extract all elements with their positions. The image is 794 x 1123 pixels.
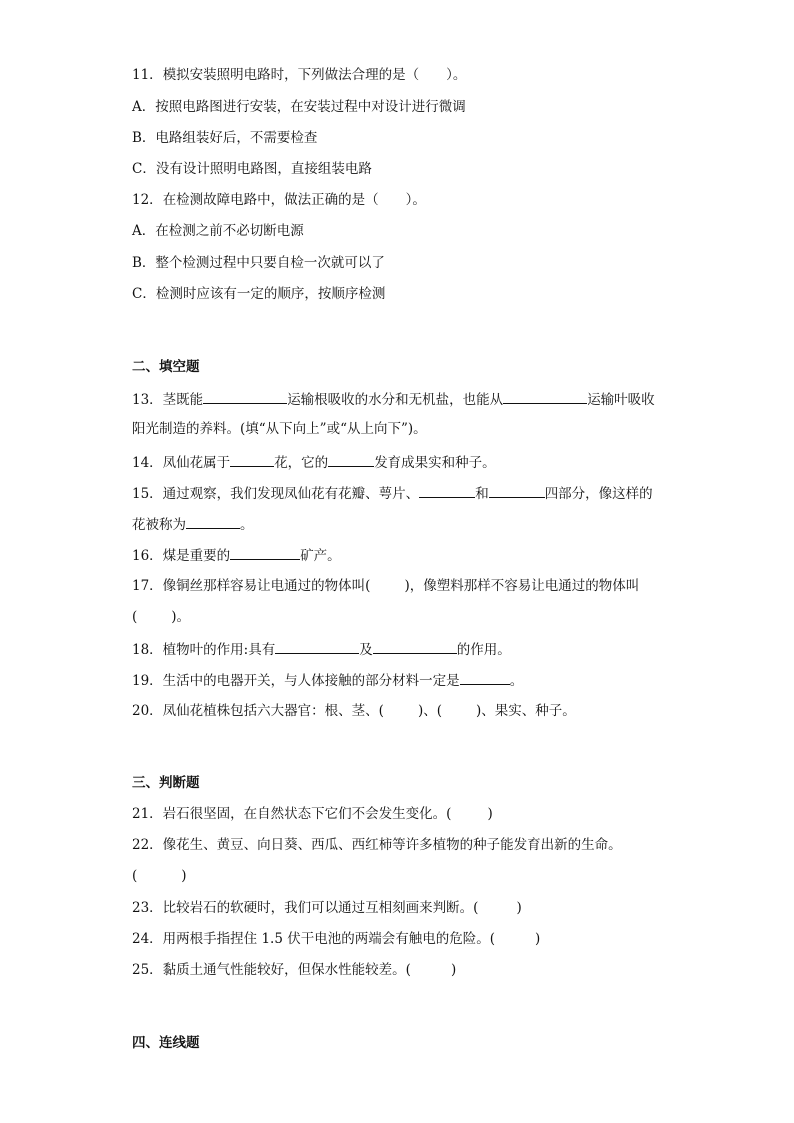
q13-text-b: 运输根吸收的水分和无机盐，也能从 bbox=[287, 392, 504, 408]
section-heading-fill-blank: 二、填空题 bbox=[132, 359, 200, 375]
q14-text-c: 发育成果实和种子。 bbox=[374, 455, 496, 471]
q18-text-b: 及 bbox=[359, 642, 373, 658]
q15-text-b: 和 bbox=[475, 486, 489, 502]
q24-text-b: ) bbox=[535, 931, 541, 947]
q16-text-a: 16．煤是重要的 bbox=[132, 548, 231, 564]
q17-line1 bbox=[132, 577, 639, 595]
q11-option-c: C．没有设计照明电路图，直接组装电路 bbox=[132, 161, 372, 177]
q15-text-e: 。 bbox=[240, 517, 254, 533]
q25 bbox=[132, 961, 456, 979]
q18-text-c: 的作用。 bbox=[456, 642, 511, 658]
q12-number: 12． bbox=[132, 192, 163, 208]
q16-blank-1[interactable] bbox=[230, 545, 300, 560]
q22-text-c: ) bbox=[181, 868, 187, 884]
q18-blank-1[interactable] bbox=[275, 639, 359, 654]
q16 bbox=[132, 545, 341, 565]
q17-line2 bbox=[132, 608, 190, 626]
q13-text-c: 运输叶吸收 bbox=[587, 392, 655, 408]
section-heading-true-false: 三、判断题 bbox=[132, 775, 200, 791]
q22-line2 bbox=[132, 867, 187, 885]
q18-text-a: 18．植物叶的作用:具有 bbox=[132, 642, 276, 658]
q20 bbox=[132, 702, 576, 720]
q21 bbox=[132, 805, 493, 823]
q14 bbox=[132, 452, 496, 472]
q18-blank-2[interactable] bbox=[373, 639, 457, 654]
q24-text-a: 24．用两根手指捏住 1.5 伏干电池的两端会有触电的危险。( bbox=[132, 931, 495, 947]
q14-blank-1[interactable] bbox=[230, 452, 274, 467]
q15-text-d: 花被称为 bbox=[132, 517, 186, 533]
q13-line1 bbox=[132, 389, 655, 409]
q17-text-d: )。 bbox=[171, 609, 191, 625]
q22-line1: 22．像花生、黄豆、向日葵、西瓜、西红柿等许多植物的种子能发育出新的生命。 bbox=[132, 837, 622, 853]
q11-option-a: A．按照电路图进行安装，在安装过程中对设计进行微调 bbox=[132, 99, 466, 115]
q25-text-b: ) bbox=[450, 962, 457, 978]
q19-text-b: 。 bbox=[509, 673, 524, 689]
q20-text-b: )、( bbox=[417, 703, 442, 719]
q11-stem bbox=[132, 66, 466, 84]
q17-text-c: ( bbox=[132, 609, 138, 625]
q12-option-b: B．整个检测过程中只要自检一次就可以了 bbox=[132, 255, 385, 271]
q15-line2 bbox=[132, 514, 254, 534]
q23-text-a: 23．比较岩石的软硬时，我们可以通过互相刻画来判断。( bbox=[132, 900, 479, 916]
q18 bbox=[132, 639, 511, 659]
q15-text-c: 四部分，像这样的 bbox=[544, 486, 653, 502]
q20-text-a: 20．凤仙花植株包括六大器官：根、茎、( bbox=[132, 703, 384, 719]
q13-line2: 阳光制造的养料。(填“从下向上”或“从上向下”)。 bbox=[132, 421, 427, 437]
q13-blank-1[interactable] bbox=[203, 389, 287, 404]
q21-text-a: 21．岩石很坚固，在自然状态下它们不会发生变化。( bbox=[132, 806, 452, 822]
q21-text-b: ) bbox=[487, 806, 493, 822]
q19-text-a: 19．生活中的电器开关，与人体接触的部分材料一定是 bbox=[132, 673, 460, 689]
q19 bbox=[132, 670, 523, 690]
q14-blank-2[interactable] bbox=[328, 452, 374, 467]
q20-text-c: )、果实、种子。 bbox=[476, 703, 576, 719]
q22-text-b: ( bbox=[132, 868, 138, 884]
q14-text-b: 花，它的 bbox=[274, 455, 329, 471]
q15-blank-3[interactable] bbox=[186, 514, 240, 529]
q11-option-b: B．电路组装好后，不需要检查 bbox=[132, 130, 318, 146]
q12-text: 在检测故障电路中，做法正确的是（ ）。 bbox=[162, 192, 426, 208]
q12-stem bbox=[132, 191, 426, 209]
q13-blank-2[interactable] bbox=[503, 389, 587, 404]
q12-option-c: C．检测时应该有一定的顺序，按顺序检测 bbox=[132, 286, 386, 302]
q15-blank-1[interactable] bbox=[419, 483, 475, 498]
q17-text-b: )，像塑料那样不容易让电通过的物体叫 bbox=[404, 578, 640, 594]
q15-line1 bbox=[132, 483, 653, 503]
q15-blank-2[interactable] bbox=[489, 483, 545, 498]
q25-text-a: 25．黏质土通气性能较好，但保水性能较差。( bbox=[132, 962, 411, 978]
q15-text-a: 15．通过观察，我们发现凤仙花有花瓣、萼片、 bbox=[132, 486, 420, 502]
q11-text: 模拟安装照明电路时，下列做法合理的是（ ）。 bbox=[162, 67, 467, 83]
q19-blank-1[interactable] bbox=[460, 670, 510, 685]
q24 bbox=[132, 930, 540, 948]
q23-text-b: ) bbox=[516, 900, 522, 916]
q13-text-a: 13．茎既能 bbox=[132, 392, 204, 408]
q17-text-a: 17．像铜丝那样容易让电通过的物体叫( bbox=[132, 578, 371, 594]
q12-option-a: A．在检测之前不必切断电源 bbox=[132, 223, 304, 239]
q14-text-a: 14．凤仙花属于 bbox=[132, 455, 231, 471]
section-heading-matching: 四、连线题 bbox=[132, 1035, 200, 1051]
q16-text-b: 矿产。 bbox=[300, 548, 341, 564]
q11-number: 11． bbox=[132, 67, 163, 83]
q23 bbox=[132, 899, 522, 917]
